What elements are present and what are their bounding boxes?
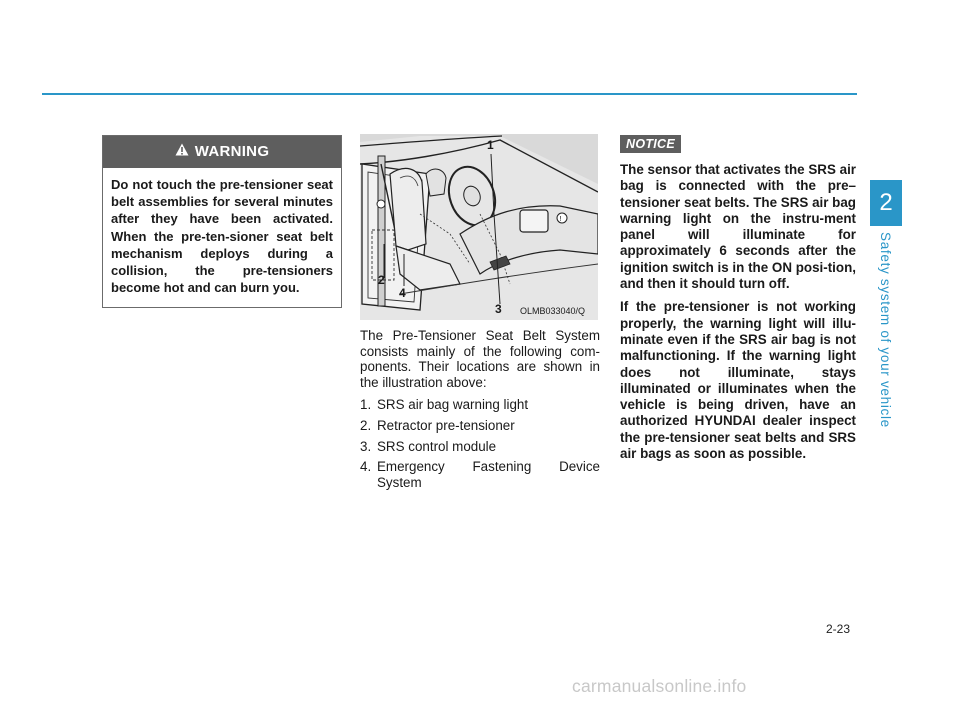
warning-box: [102, 135, 342, 308]
warning-text: Do not touch the pre-tensioner seat belt assemblies for several minutes after they have been activated. When the pre-ten-sioner seat belt mechanism deploys during a collision, the pre-tensioners become hot and can burn you.: [111, 177, 333, 296]
car-interior-illustration: [360, 134, 598, 320]
chapter-number: 2: [879, 189, 893, 216]
list-item: 1. SRS air bag warning light: [360, 397, 529, 413]
notice-badge: NOTICE: [620, 135, 681, 153]
watermark: carmanualsonline.info: [572, 676, 747, 696]
notice-paragraph-1: The sensor that activates the SRS air bag is connected with the pre–tensioner seat belts. The SRS air bag warning light on the instru-ment panel will illuminate for approximately 6 seconds after the ignition switch is in the ON posi-tion, and then it should turn off.: [620, 162, 856, 292]
callout-2: 2: [378, 273, 385, 287]
svg-text:!: !: [559, 216, 562, 223]
page-number: 2-23: [826, 622, 851, 636]
warning-title: WARNING: [194, 143, 270, 160]
list-item: 2. Retractor pre-tensioner: [360, 417, 515, 433]
notice-section: [620, 162, 856, 469]
callout-1: 1: [487, 138, 494, 152]
callout-4: 4: [399, 286, 406, 300]
warning-header: [103, 136, 341, 168]
notice-paragraph-2: If the pre-tensioner is not working properly, the warning light will illu-minate even if the SRS air bag is not malfunctioning. If the warning light does not illuminate, stays illuminated or illuminates when the vehicle is being driven, have an authorized HYUNDAI dealer inspect the pre-tensioner seat belts and SRS air bags as soon as possible.: [620, 299, 856, 462]
list-item: 3. SRS control module: [360, 438, 497, 454]
components-section: [360, 328, 600, 495]
callout-3: 3: [495, 302, 502, 316]
illustration-code: OLMB033040/Q: [520, 306, 586, 316]
components-intro: The Pre-Tensioner Seat Belt System consists mainly of the following com-ponents. Their locations are shown in the illustration above:: [360, 328, 600, 390]
list-item: 4. Emergency Fastening Device System: [360, 459, 600, 490]
warning-triangle-icon: [175, 136, 189, 168]
chapter-title: Safety system of your vehicle: [878, 232, 893, 428]
header-rule: [42, 93, 857, 95]
